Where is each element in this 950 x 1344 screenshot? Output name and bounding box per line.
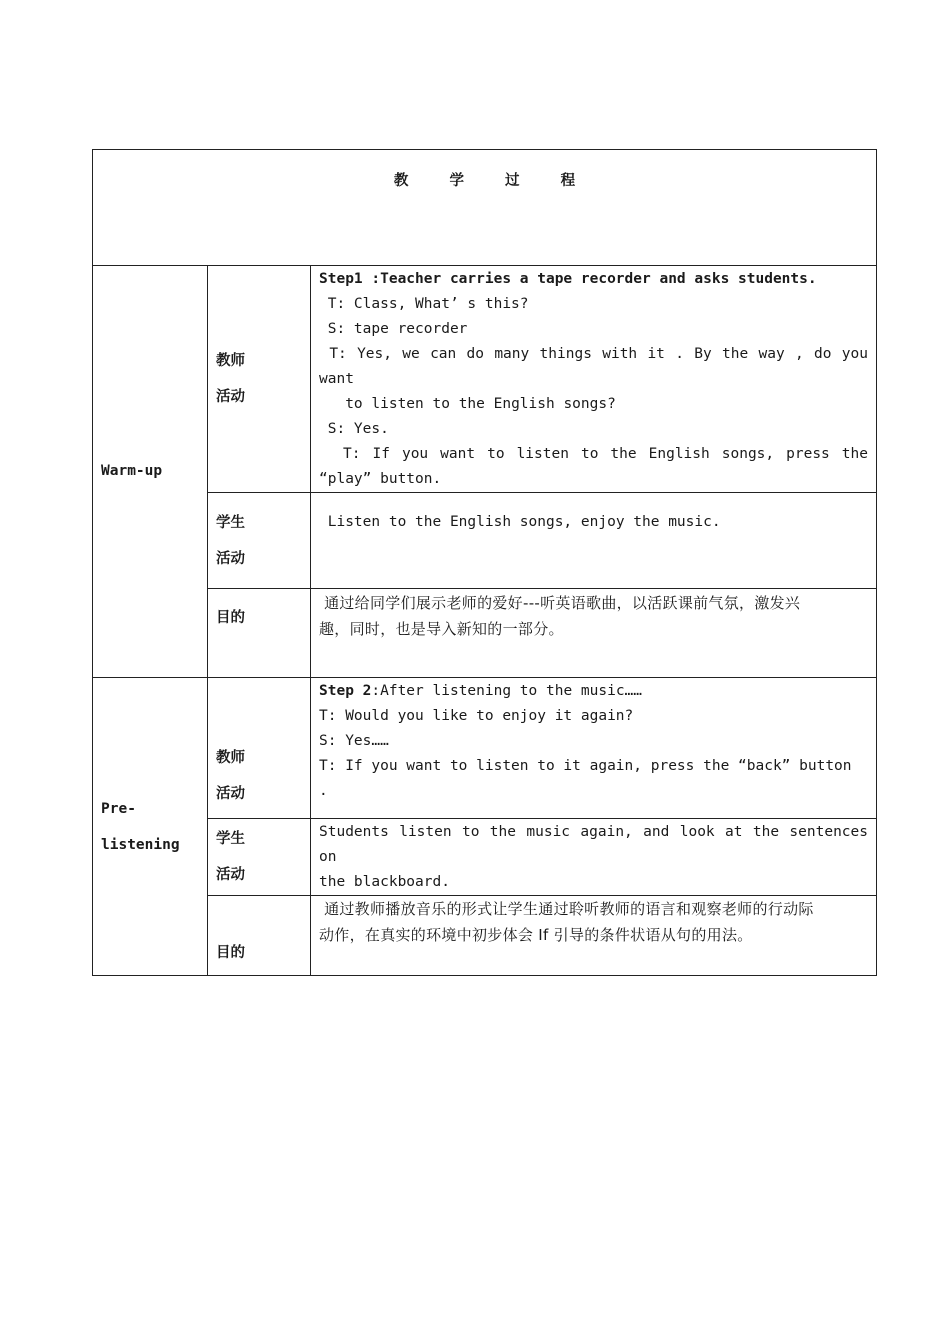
prelistening-purpose-label: 目的	[216, 945, 245, 961]
prelistening-teacher-label-2: 活动	[216, 786, 245, 802]
prelistening-student-label-cell	[208, 819, 311, 896]
warmup-section-cell	[93, 266, 208, 678]
warmup-dialog-line: S: tape recorder	[319, 321, 468, 337]
warmup-student-label-cell	[208, 493, 311, 589]
prelistening-student-label-2: 活动	[216, 867, 245, 883]
prelistening-purpose-row	[93, 896, 877, 976]
warmup-dialog-line: to listen to the English songs?	[319, 396, 616, 412]
prelistening-teacher-content	[311, 678, 877, 819]
warmup-teacher-label-2: 活动	[216, 389, 245, 405]
prelistening-teacher-row	[93, 678, 877, 819]
warmup-student-content	[311, 493, 877, 589]
prelistening-student-label-1: 学生	[216, 831, 245, 847]
prelistening-dialog-line: S: Yes……	[319, 733, 389, 749]
prelistening-purpose-line: 通过教师播放音乐的形式让学生通过聆听教师的语言和观察老师的行动际	[319, 900, 814, 918]
warmup-student-label-1: 学生	[216, 515, 245, 531]
warmup-teacher-content	[311, 266, 877, 493]
title-row	[93, 150, 877, 266]
warmup-dialog-line: T: Class, What’ s this?	[319, 296, 529, 312]
warmup-purpose-content	[311, 589, 877, 678]
prelistening-purpose-line: 动作，在真实的环境中初步体会 If 引导的条件状语从句的用法。	[319, 926, 753, 944]
warmup-purpose-line: 通过给同学们展示老师的爱好---听英语歌曲，以活跃课前气氛，激发兴	[319, 594, 801, 612]
warmup-section-label: Warm-up	[101, 463, 163, 479]
prelistening-dialog-line: T: If you want to listen to it again, press the “back” button .	[319, 758, 861, 799]
warmup-teacher-label-cell	[208, 266, 311, 493]
table-title: 教 学 过 程	[393, 172, 594, 189]
prelistening-student-line: the blackboard.	[319, 874, 450, 890]
prelistening-purpose-label-cell	[208, 896, 311, 976]
warmup-step-line: Step1 :Teacher carries a tape recorder and asks students.	[319, 271, 817, 287]
prelistening-teacher-label-cell	[208, 678, 311, 819]
warmup-dialog-line: S: Yes.	[319, 421, 389, 437]
warmup-student-text: Listen to the English songs, enjoy the music.	[319, 514, 721, 530]
warmup-student-label-2: 活动	[216, 551, 245, 567]
warmup-purpose-row	[93, 589, 877, 678]
warmup-dialog-line: T: Yes, we can do many things with it . By the way , do you want	[319, 346, 877, 387]
prelistening-purpose-content	[311, 896, 877, 976]
warmup-dialog-line: “play” button.	[319, 471, 442, 487]
prelistening-section-label-1: Pre-	[101, 800, 136, 817]
warmup-student-row	[93, 493, 877, 589]
prelistening-section-cell	[93, 678, 208, 976]
lesson-process-table	[92, 149, 877, 976]
warmup-purpose-label-cell	[208, 589, 311, 678]
prelistening-step-text: :After listening to the music……	[371, 683, 643, 699]
warmup-purpose-label: 目的	[216, 610, 245, 626]
prelistening-dialog-line: T: Would you like to enjoy it again?	[319, 708, 634, 724]
prelistening-student-line: Students listen to the music again, and look at the sentences on	[319, 824, 877, 865]
prelistening-section-label-2: listening	[101, 836, 180, 853]
prelistening-step-label: Step 2	[319, 683, 372, 699]
warmup-purpose-line: 趣，同时，也是导入新知的一部分。	[319, 620, 564, 638]
warmup-teacher-row	[93, 266, 877, 493]
warmup-dialog-line: T: If you want to listen to the English songs, press the	[319, 446, 868, 462]
prelistening-student-row	[93, 819, 877, 896]
prelistening-teacher-label-1: 教师	[216, 750, 245, 766]
table-title-cell	[93, 150, 877, 266]
prelistening-step-line	[319, 679, 868, 704]
prelistening-student-content	[311, 819, 877, 896]
warmup-teacher-label-1: 教师	[216, 353, 245, 369]
